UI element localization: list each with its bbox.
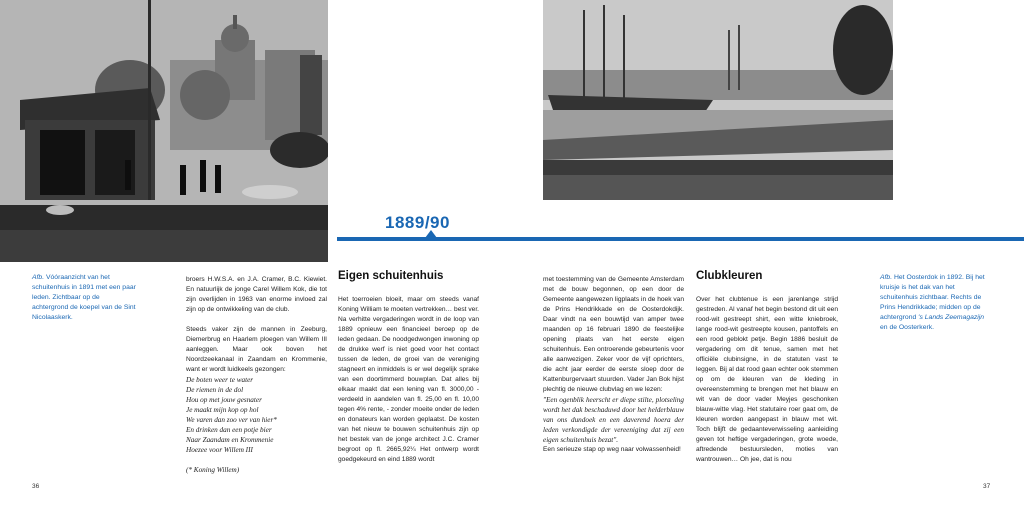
- left-page-column-2: [338, 295, 479, 465]
- schuitenhuis-photo: [0, 0, 328, 262]
- timeline-year: 1889/90: [385, 213, 450, 232]
- timeline-marker: [425, 230, 437, 238]
- caption-text: Het Oosterdok in 1892. Bij het kruisje is het dak van het schuitenhuis zichtbaar. Rechts de Prins Hendrikkade; midden op de achtergrond: [880, 274, 985, 321]
- caption-text: Vóóraanzicht van het schuitenhuis in 1891 met een paar leden. Zichtbaar op de achtergrond de koepel van de Sint Nicolaaskerk.: [32, 274, 136, 321]
- oosterdok-photo-drawing: [543, 0, 893, 200]
- section-heading: Eigen schuitenhuis: [338, 270, 444, 282]
- poem-line: We varen dan zoo ver van hier*: [186, 416, 277, 424]
- poem-line: Hoezee voor Willem III: [186, 446, 253, 454]
- caption-italic-text: 's Lands Zeemagazijn: [918, 314, 985, 321]
- poem-line: En drinken dan een potje bier: [186, 426, 272, 434]
- oosterdok-photo: [543, 0, 893, 200]
- right-page-column-2: [696, 295, 838, 465]
- caption-label: Afb.: [32, 274, 45, 281]
- left-photo-caption: [32, 273, 136, 323]
- timeline-bar: [337, 237, 1024, 241]
- section-heading: Clubkleuren: [696, 270, 763, 282]
- quote: "Een ogenblik heerscht er diepe stilte, plotseling wordt het dak beschaduwd door het helderblauw van ons dundoek en een daverend hoera der leden verkondigde der vereeniging dat zij een eigen schuitenhuis bezat".: [543, 396, 684, 444]
- schuitenhuis-photo-drawing: [0, 0, 328, 262]
- poem-line: De riemen in de dol: [186, 386, 244, 394]
- paragraph: Over het clubtenue is een jarenlange strijd gestreden. Al vanaf het begin bestond dit uit een rood-wit gestreept shirt, een witte kniebroek, lange rood-wit gestreepte kousen, pantoffels en een rood geblokt petje. Begin 1886 besluit de vergadering om dit tenue, samen met het officiële clubinsigne, in de statuten vast te leggen. Bij al dat rood gaan echter ook stemmen op om de kleuren van de kleding in overeenstemming te brengen met het blauw en wit van de door vader Meyjes geschonken blauw-witte vlag. Het statutaire roer gaat om, de kleuren worden aangepast in blauw met wit. Toch blijft de gedaanteverwisseling aanleiding geven tot heftige vergaderingen, grote woede, aftredende bestuursleden, moties van wantrouwen… Oh jee, dat is nou: [696, 296, 838, 463]
- song-poem: [186, 375, 327, 455]
- poem-line: Naar Zaandam en Krommenie: [186, 436, 274, 444]
- paragraph: Een serieuze stap op weg naar volwassenheid!: [543, 446, 681, 453]
- left-page-column-1: [186, 275, 327, 475]
- right-photo-caption: [880, 273, 988, 333]
- caption-label: Afb.: [880, 274, 893, 281]
- poem-line: Je maakt mijn kop op hol: [186, 406, 259, 414]
- paragraph: met toestemming van de Gemeente Amsterdam met de bouw begonnen, op een door de Gemeente aangewezen ligplaats in de hoek van de Prins Hendrikkade en de Oosterdokdijk. Daar vindt na een bouwtijd van amper twee maanden op 16 februari 1890 de feestelijke opening plaats van het eerste eigen schuitenhuis. Een ontroerende gebeurtenis voor alle aanwezigen. Zeker voor de vijf oprichters, die acht jaar eerder de eerste sloep door de Kattenburgervaart stuurden. Vader Jan Bok hijst plechtig de nieuwe clubvlag en we lezen:: [543, 276, 684, 393]
- paragraph: broers H.W.S.A. en J.A. Cramer, B.C. Kiewiet. En natuurlijk de jonge Carel Willem Kok, die tot zijn overlijden in 1963 van enorme invloed zal zijn op de ontwikkeling van de club.: [186, 276, 327, 313]
- caption-text: en de Oosterkerk.: [880, 324, 935, 331]
- poem-line: Hou op met jouw gesnater: [186, 396, 262, 404]
- right-page-column-1: [543, 275, 684, 455]
- paragraph: Het toerroeien bloeit, maar om steeds vanaf Koning William te moeten vertrekken… best ver. Na verhitte vergaderingen wordt in de loop van 1889 opnieuw een financieel beroep op de leden gedaan. De noodgedwongen inwoning op de drukke werf is niet goed voor het contact tussen de leden, de groei van de vereniging stagneert en inmiddels is er wel degelijk sprake van een doortimmerd bouwplan. Dat alles bij elkaar maakt dat een lening van fl. 3000,00 - verdeeld in aandelen van fl. 25,00 en fl. 10,00 tegen 4% rente, - zonder moeite onder de leden en donateurs kan worden geplaatst. De kosten van het nieuw te bouwen schuitenhuis zijn op het bestek van de jonge architect J.C. Cramer begroot op fl. 2665,92¼ Het ontwerp wordt goedgekeurd en eind 1889 wordt: [338, 296, 479, 463]
- poem-line: De boten weer te water: [186, 376, 254, 384]
- page-number-right: 37: [983, 483, 991, 490]
- page-number-left: 36: [32, 483, 40, 490]
- footnote: (* Koning Willem): [186, 466, 240, 474]
- paragraph: Steeds vaker zijn de mannen in Zeeburg, Diemerbrug en Haarlem ploegen van Willem III aanleggen. Maar ook boven het Noordzeekanaal in Zaandam en Krommenie, want er wordt luidkeels gezongen:: [186, 326, 327, 373]
